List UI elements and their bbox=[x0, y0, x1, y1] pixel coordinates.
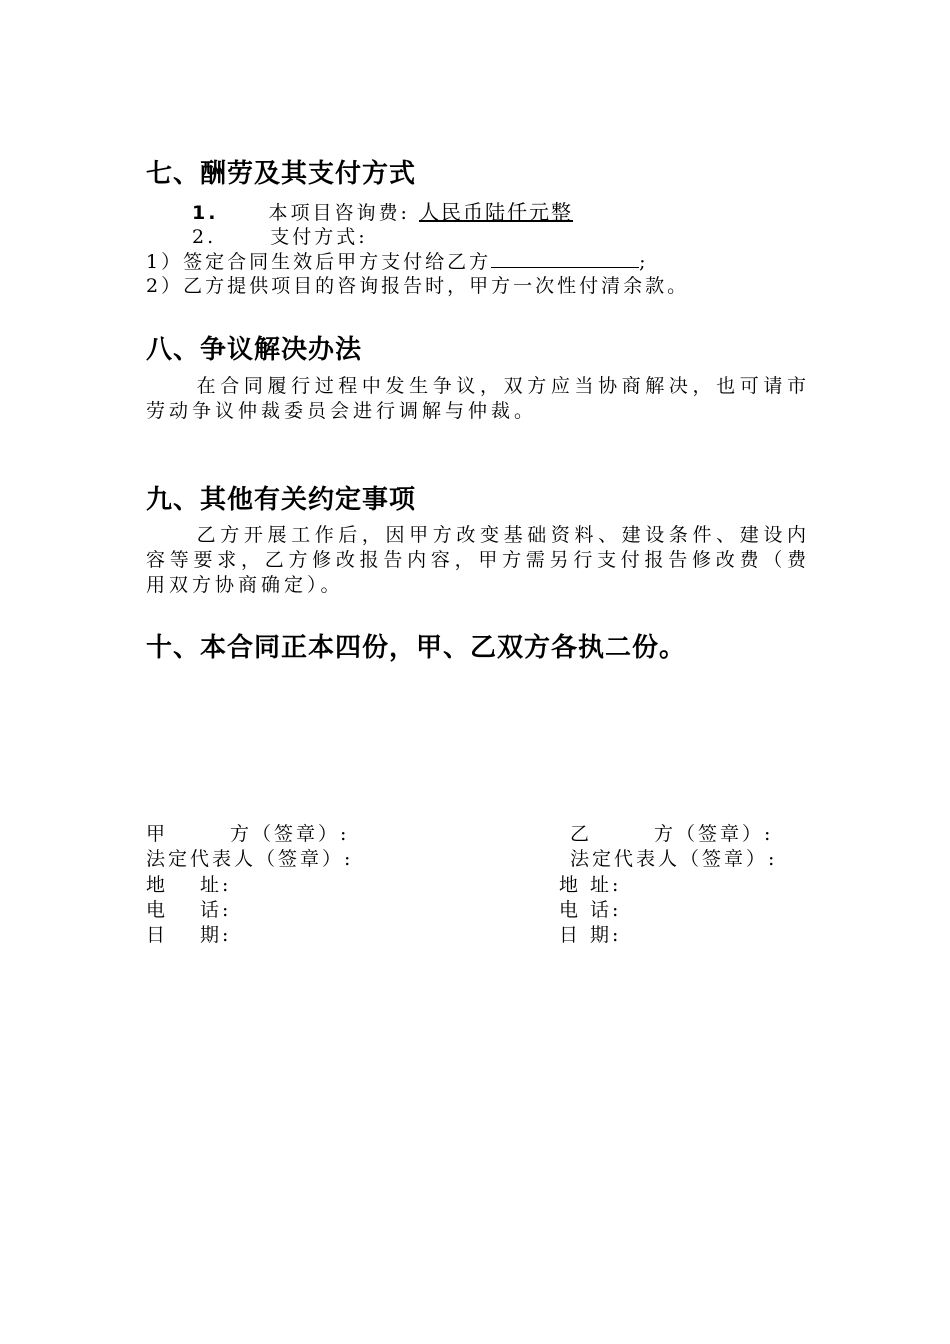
section-7-title: 七、酬劳及其支付方式 bbox=[146, 159, 417, 189]
party-a-phone-label: 话: bbox=[200, 899, 232, 921]
party-b-seal-label: 方（签章）: bbox=[654, 823, 774, 845]
section-9-title: 九、其他有关约定事项 bbox=[146, 485, 417, 515]
party-a-seal-label: 方（签章）: bbox=[230, 823, 350, 845]
payment-amount-blank bbox=[491, 249, 639, 268]
item-1-number: 1. bbox=[192, 202, 219, 224]
section-9-text: 乙方开展工作后，因甲方改变基础资料、建设条件、建设内容等要求，乙方修改报告内容，甲方需另行支付报告修改费（费用双方协商确定）。 bbox=[146, 524, 810, 596]
party-a-date-char: 日 bbox=[146, 924, 169, 946]
party-b-legal-rep: 法定代表人（签章）: bbox=[570, 848, 778, 870]
fee-line bbox=[192, 200, 573, 225]
party-b-phone: 电 话: bbox=[559, 899, 622, 921]
payment-method-label: 支付方式: bbox=[270, 226, 368, 248]
fee-value: 人民币陆仟元整 bbox=[419, 200, 573, 224]
party-a-char: 甲 bbox=[146, 823, 169, 845]
payment-method-line bbox=[192, 225, 368, 249]
payment-term-1-end: ; bbox=[639, 251, 649, 273]
section-8-title: 八、争议解决办法 bbox=[146, 335, 363, 365]
payment-term-1 bbox=[146, 249, 649, 274]
party-a-phone bbox=[146, 898, 231, 922]
party-a-phone-char: 电 bbox=[146, 899, 169, 921]
payment-term-1-text: 1）签定合同生效后甲方支付给乙方 bbox=[146, 251, 492, 273]
section-9-body bbox=[146, 523, 810, 598]
party-a-seal bbox=[146, 822, 349, 846]
party-a-legal-rep: 法定代表人（签章）: bbox=[146, 848, 354, 870]
section-8-body bbox=[146, 374, 810, 424]
party-b-date: 日 期: bbox=[559, 924, 622, 946]
section-10-title: 十、本合同正本四份，甲、乙双方各执二份。 bbox=[146, 633, 687, 663]
party-a-address-char: 地 bbox=[146, 874, 169, 896]
party-b-seal bbox=[570, 822, 773, 846]
party-a-date-label: 期: bbox=[200, 924, 232, 946]
party-b-address: 地 址: bbox=[559, 874, 622, 896]
party-a-date bbox=[146, 923, 231, 947]
party-a-address bbox=[146, 873, 231, 897]
party-b-char: 乙 bbox=[570, 823, 593, 845]
section-8-text: 在合同履行过程中发生争议，双方应当协商解决，也可请市劳动争议仲裁委员会进行调解与仲裁。 bbox=[146, 375, 810, 422]
item-2-number: 2. bbox=[192, 226, 217, 248]
payment-term-2: 2）乙方提供项目的咨询报告时，甲方一次性付清余款。 bbox=[146, 275, 690, 297]
party-a-address-label: 址: bbox=[200, 874, 232, 896]
fee-label: 本项目咨询费: bbox=[268, 202, 410, 224]
